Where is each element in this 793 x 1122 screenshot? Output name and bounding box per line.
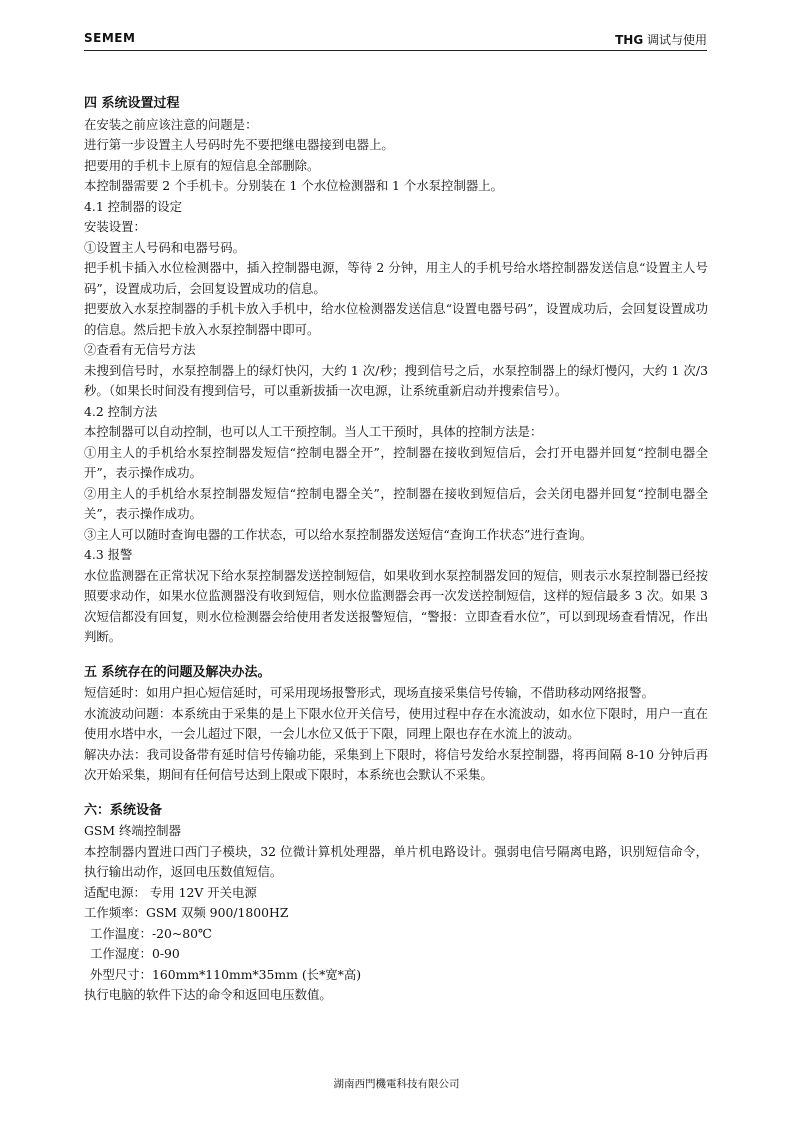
subsection-4-2-title: 4.2 控制方法: [84, 403, 158, 419]
header-rule: [84, 50, 707, 51]
paragraph: 本控制器需要 2 个手机卡。分别装在 1 个水位检测器和 1 个水泵控制器上。: [84, 178, 503, 193]
document-body: [84, 94, 708, 1006]
paragraph: 本控制器内置进口西门子模块，32 位微计算机处理器，单片机电路设计。强弱电信号隔离电路，识别短信命令，执行输出动作，返回电压数值短信。: [84, 843, 708, 879]
header-title: [615, 31, 707, 48]
spec-power: 适配电源： 专用 12V 开关电源: [84, 884, 257, 900]
subsection-4-1-title: 4.1 控制器的设定: [84, 198, 182, 214]
section-4-title: 四 系统设置过程: [84, 96, 180, 111]
header-subtitle: 调试与使用: [643, 33, 707, 47]
paragraph: 把要放入水泵控制器的手机卡放入手机中，给水位检测器发送信息“设置电器号码”，设置成功后，会回复设置成功的信息。然后把卡放入水泵控制器中即可。: [84, 301, 708, 337]
section-6-title: 六：系统设备: [84, 802, 163, 818]
spec-dimensions: 外型尺寸：160mm*110mm*35mm (长*宽*高): [90, 966, 362, 982]
paragraph: 本控制器可以自动控制，也可以人工干预控制。当人工干预时，具体的控制方法是：: [84, 424, 543, 439]
paragraph: 执行电脑的软件下达的命令和返回电压数值。: [84, 987, 332, 1002]
paragraph: 水位监测器在正常状况下给水泵控制器发送控制短信，如果收到水泵控制器发回的短信，则表示水泵控制器已经按照要求动作，如果水位监测器没有收到短信，则水位监测器会再一次发送控制短信，这样的短信最多 3 次。如果 3 次短信都没有回复，则水位检测器会给使用者发送报警短信，“警报：立即查看水位”，可以到现场查看情况，作出判断。: [84, 567, 708, 644]
paragraph: 把手机卡插入水位检测器中，插入控制器电源，等待 2 分钟，用主人的手机号给水塔控制器发送信息“设置主人号码”，设置成功后，会回复设置成功的信息。: [84, 260, 708, 296]
paragraph: ①设置主人号码和电器号码。: [84, 239, 246, 255]
paragraph: ②查看有无信号方法: [84, 342, 196, 357]
paragraph: 在安装之前应该注意的问题是：: [84, 116, 258, 132]
paragraph: 进行第一步设置主人号码时先不要把继电器接到电器上。: [84, 137, 394, 152]
paragraph: 未搜到信号时，水泵控制器上的绿灯快闪，大约 1 次/秒；搜到信号之后，水泵控制器上的绿灯慢闪，大约 1 次/3 秒。（如果长时间没有搜到信号，可以重新拔插一次电源，让系统重新启动并搜索信号）。: [84, 362, 708, 398]
paragraph: 解决办法：我司设备带有延时信号传输功能，采集到上下限时，将信号发给水泵控制器，将再间隔 8-10 分钟后再次开始采集，期间有任何信号达到上限或下限时，本系统也会默认不采集。: [84, 746, 708, 782]
paragraph: 短信延时：如用户担心短信延时，可采用现场报警形式，现场直接采集信号传输，不借助移动网络报警。: [84, 685, 654, 700]
paragraph: 水流波动问题：本系统由于采集的是上下限水位开关信号，使用过程中存在水流波动，如水位下限时，用户一直在使用水塔中水，一会儿超过下限，一会儿水位又低于下限，同理上限也存在水流上的波动。: [84, 705, 708, 741]
paragraph: 把要用的手机卡上原有的短信息全部删除。: [84, 157, 320, 173]
paragraph: ③主人可以随时查询电器的工作状态，可以给水泵控制器发送短信“查询工作状态”进行查询。: [84, 526, 593, 542]
spec-humidity: 工作湿度：0-90: [90, 946, 180, 961]
subsection-4-3-title: 4.3 报警: [84, 547, 133, 562]
paragraph: ②用主人的手机给水泵控制器发短信“控制电器全关”，控制器在接收到短信后，会关闭电器并回复“控制电器全关”，表示操作成功。: [84, 485, 708, 521]
header-product: THG: [615, 33, 644, 47]
header-brand: SEMEM: [84, 31, 136, 45]
spec-frequency: 工作频率：GSM 双频 900/1800HZ: [84, 905, 289, 920]
footer-company: 湖南西門機電科技有限公司: [333, 1078, 460, 1090]
section-5-title: 五 系统存在的问题及解决办法。: [84, 664, 271, 680]
paragraph: GSM 终端控制器: [84, 823, 181, 838]
paragraph: 安装设置：: [84, 219, 146, 234]
paragraph: ①用主人的手机给水泵控制器发短信“控制电器全开”，控制器在接收到短信后，会打开电器并回复“控制电器全开”，表示操作成功。: [84, 444, 708, 480]
spec-temperature: 工作温度：-20~80℃: [90, 925, 212, 941]
